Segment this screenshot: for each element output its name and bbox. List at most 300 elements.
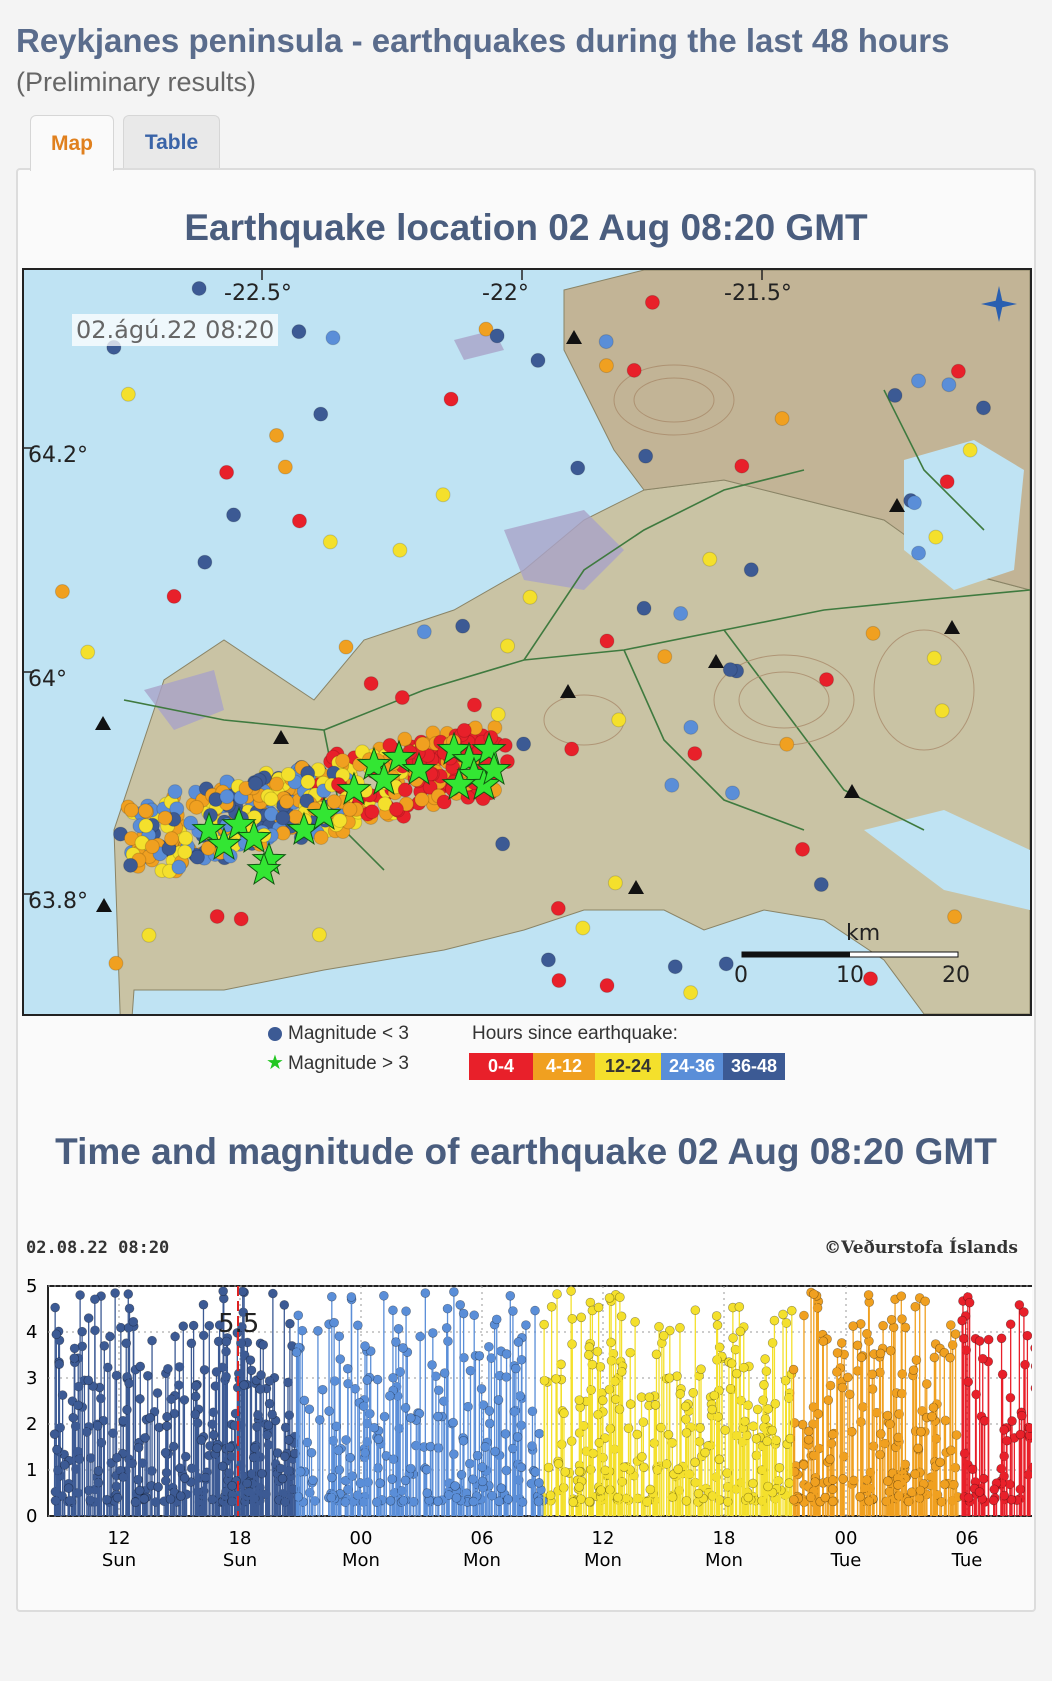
quake-marker [626, 1348, 635, 1357]
quake-marker [491, 1447, 500, 1456]
quake-marker [82, 1427, 91, 1436]
quake-marker [764, 1404, 773, 1413]
quake-marker [652, 1350, 661, 1359]
quake-marker [883, 1411, 892, 1420]
quake-marker [143, 1371, 152, 1380]
quake-marker [775, 1463, 784, 1472]
quake-marker [76, 1291, 85, 1300]
page-subtitle: (Preliminary results) [16, 67, 257, 97]
quake-marker [664, 1430, 673, 1439]
quake-marker [646, 1485, 655, 1494]
quake-marker [789, 1365, 798, 1374]
quake-dot [109, 956, 123, 970]
quake-dot [389, 802, 403, 816]
quake-marker [990, 1485, 999, 1494]
quake-dot [281, 767, 295, 781]
quake-marker [838, 1383, 847, 1392]
quake-dot [248, 777, 262, 791]
quake-marker [307, 1448, 316, 1457]
quake-marker [1017, 1411, 1026, 1420]
lon-label-1: -22.5° [224, 281, 292, 306]
quake-marker [464, 1402, 473, 1411]
quake-marker [205, 1321, 214, 1330]
map-timestamp: 02.ágú.22 08:20 [72, 314, 278, 346]
quake-marker [876, 1349, 885, 1358]
quake-marker [727, 1359, 736, 1368]
map-title: Earthquake location 02 Aug 08:20 GMT [184, 207, 868, 248]
quake-dot [190, 850, 204, 864]
quake-marker [449, 1287, 458, 1296]
x-tick-hour: 18 [712, 1528, 736, 1549]
quake-marker [379, 1291, 388, 1300]
quake-marker [708, 1405, 717, 1414]
quake-marker [606, 1424, 615, 1433]
quake-marker [265, 1399, 274, 1408]
quake-dot [719, 957, 733, 971]
quake-marker [189, 1321, 198, 1330]
quake-marker [443, 1304, 452, 1313]
quake-marker [845, 1390, 854, 1399]
quake-dot [501, 639, 515, 653]
quake-dot [929, 530, 943, 544]
quake-marker [617, 1367, 626, 1376]
quake-marker [162, 1421, 171, 1430]
quake-marker [278, 1474, 287, 1483]
quake-marker [710, 1391, 719, 1400]
quake-dot [270, 428, 284, 442]
quake-marker [715, 1455, 724, 1464]
quake-marker [975, 1336, 984, 1345]
quake-dot [775, 411, 789, 425]
quake-marker [122, 1405, 131, 1414]
quake-marker [281, 1423, 290, 1432]
quake-dot [165, 832, 179, 846]
tab-table[interactable]: Table [123, 115, 220, 169]
quake-marker [1021, 1360, 1030, 1369]
quake-marker [849, 1322, 858, 1331]
quake-marker [744, 1493, 753, 1502]
quake-marker [764, 1482, 773, 1491]
quake-marker [300, 1396, 309, 1405]
quake-marker [511, 1364, 520, 1373]
quake-marker [804, 1435, 813, 1444]
tab-map[interactable]: Map [30, 115, 114, 171]
quake-dot [457, 723, 471, 737]
quake-dot [600, 979, 614, 993]
quake-marker [1016, 1430, 1025, 1439]
quake-dot [339, 640, 353, 654]
hours-bin-24-36: 24-36 [661, 1053, 723, 1080]
quake-marker [596, 1486, 605, 1495]
quake-dot [415, 793, 429, 807]
quake-marker [568, 1314, 577, 1323]
quake-marker [697, 1365, 706, 1374]
quake-dot [139, 819, 153, 833]
quake-dot [668, 960, 682, 974]
quake-dot [942, 378, 956, 392]
quake-marker [980, 1416, 989, 1425]
quake-marker [589, 1449, 598, 1458]
quake-marker [90, 1295, 99, 1304]
quake-marker [171, 1332, 180, 1341]
quake-marker [401, 1476, 410, 1485]
quake-marker [181, 1452, 190, 1461]
quake-marker [748, 1479, 757, 1488]
quake-marker [84, 1314, 93, 1323]
quake-marker [163, 1364, 172, 1373]
quake-dot [139, 804, 153, 818]
quake-marker [701, 1448, 710, 1457]
quake-marker [596, 1362, 605, 1371]
quake-dot [948, 910, 962, 924]
quake-dot [343, 802, 357, 816]
quake-marker [426, 1442, 435, 1451]
star-icon: ★ [266, 1052, 284, 1074]
quake-marker [676, 1389, 685, 1398]
quake-dot [912, 546, 926, 560]
quake-marker [296, 1467, 305, 1476]
quake-dot [365, 805, 379, 819]
quake-marker [853, 1341, 862, 1350]
quake-dot [234, 912, 248, 926]
quake-marker [334, 1446, 343, 1455]
quake-marker [516, 1391, 525, 1400]
quake-marker [740, 1417, 749, 1426]
quake-dot [280, 795, 294, 809]
quake-marker [828, 1497, 837, 1506]
quake-marker [575, 1482, 584, 1491]
quake-dot [684, 986, 698, 1000]
quake-dot [608, 876, 622, 890]
quake-marker [140, 1494, 149, 1503]
quake-dot [276, 811, 290, 825]
quake-marker [518, 1498, 527, 1507]
quake-marker [191, 1392, 200, 1401]
x-tick-hour: 06 [470, 1528, 494, 1549]
quake-marker [959, 1334, 968, 1343]
x-tick-day: Sun [222, 1550, 258, 1571]
quake-dot [395, 691, 409, 705]
timeseries-date: 02.08.22 08:20 [26, 1238, 170, 1258]
quake-marker [136, 1362, 145, 1371]
x-tick-hour: 12 [591, 1528, 615, 1549]
quake-marker [584, 1350, 593, 1359]
quake-marker [135, 1394, 144, 1403]
quake-marker [111, 1289, 120, 1298]
x-tick-hour: 00 [349, 1528, 373, 1549]
quake-dot [645, 295, 659, 309]
quake-marker [620, 1463, 629, 1472]
quake-dot [314, 407, 328, 421]
quake-marker [585, 1497, 594, 1506]
quake-marker [353, 1321, 362, 1330]
x-tick-hour: 00 [834, 1528, 858, 1549]
quake-marker [1025, 1424, 1032, 1433]
quake-dot [145, 840, 159, 854]
quake-dot [912, 374, 926, 388]
quake-marker [744, 1401, 753, 1410]
quake-marker [615, 1293, 624, 1302]
quake-dot [599, 359, 613, 373]
quake-dot [398, 783, 412, 797]
y-tick-label: 2 [26, 1414, 38, 1435]
quake-dot [688, 747, 702, 761]
x-tick-day: Sun [101, 1550, 137, 1571]
scale-tick-20: 20 [942, 963, 970, 988]
quake-marker [416, 1332, 425, 1341]
quake-dot [467, 698, 481, 712]
quake-marker [531, 1306, 540, 1315]
quake-marker [824, 1396, 833, 1405]
quake-marker [209, 1430, 218, 1439]
quake-dot [565, 742, 579, 756]
quake-marker [141, 1433, 150, 1442]
quake-marker [813, 1303, 822, 1312]
quake-marker [929, 1403, 938, 1412]
quake-marker [809, 1290, 818, 1299]
quake-dot [531, 353, 545, 367]
quake-marker [478, 1477, 487, 1486]
quake-marker [984, 1335, 993, 1344]
quake-dot [674, 607, 688, 621]
quake-marker [228, 1481, 237, 1490]
quake-marker [313, 1326, 322, 1335]
lat-label-1: 64.2° [28, 443, 88, 468]
quake-marker [1006, 1320, 1015, 1329]
quake-marker [125, 1379, 134, 1388]
quake-dot [612, 713, 626, 727]
x-tick-day: Tue [830, 1550, 862, 1571]
quake-marker [696, 1423, 705, 1432]
quake-marker [494, 1395, 503, 1404]
quake-marker [546, 1491, 555, 1500]
quake-marker [622, 1494, 631, 1503]
quake-marker [473, 1451, 482, 1460]
circle-icon [268, 1027, 282, 1041]
quake-marker [336, 1355, 345, 1364]
quake-marker [153, 1388, 162, 1397]
hours-bin-0-4: 0-4 [469, 1053, 533, 1080]
hours-bin-4-12: 4-12 [533, 1053, 595, 1080]
quake-dot [600, 634, 614, 648]
quake-marker [916, 1486, 925, 1495]
quake-dot [210, 909, 224, 923]
quake-marker [879, 1321, 888, 1330]
quake-marker [70, 1344, 79, 1353]
quake-marker [148, 1336, 157, 1345]
quake-dot [278, 460, 292, 474]
quake-marker [433, 1497, 442, 1506]
quake-marker [433, 1412, 442, 1421]
quake-marker [100, 1341, 109, 1350]
quake-marker [839, 1474, 848, 1483]
quake-dot [333, 813, 347, 827]
quake-marker [759, 1396, 768, 1405]
quake-marker [502, 1350, 511, 1359]
quake-marker [315, 1415, 324, 1424]
quake-dot [820, 673, 834, 687]
quake-marker [484, 1342, 493, 1351]
quake-marker [459, 1436, 468, 1445]
x-tick-day: Mon [584, 1550, 622, 1571]
quake-marker [386, 1496, 395, 1505]
quake-marker [247, 1366, 256, 1375]
quake-marker [169, 1442, 178, 1451]
quake-marker [949, 1480, 958, 1489]
quake-marker [179, 1322, 188, 1331]
quake-marker [294, 1311, 303, 1320]
quake-marker [901, 1323, 910, 1332]
quake-marker [521, 1321, 530, 1330]
quake-marker [691, 1306, 700, 1315]
quake-dot [814, 878, 828, 892]
quake-marker [318, 1385, 327, 1394]
quake-dot [292, 514, 306, 528]
quake-marker [388, 1475, 397, 1484]
quake-marker [112, 1453, 121, 1462]
quake-dot [795, 842, 809, 856]
quake-marker [897, 1292, 906, 1301]
quake-marker [694, 1489, 703, 1498]
quake-marker [914, 1444, 923, 1453]
quake-marker [721, 1426, 730, 1435]
quake-marker [789, 1495, 798, 1504]
quake-marker [575, 1396, 584, 1405]
quake-marker [342, 1435, 351, 1444]
quake-marker [799, 1311, 808, 1320]
quake-marker [639, 1418, 648, 1427]
quake-dot [393, 543, 407, 557]
quake-marker [561, 1467, 570, 1476]
quake-dot [490, 329, 504, 343]
quake-dot [491, 707, 505, 721]
x-tick-hour: 06 [955, 1528, 979, 1549]
quake-marker [712, 1311, 721, 1320]
quake-marker [451, 1481, 460, 1490]
quake-marker [922, 1379, 931, 1388]
quake-dot [323, 535, 337, 549]
quake-marker [997, 1334, 1006, 1343]
quake-marker [843, 1373, 852, 1382]
quake-marker [257, 1371, 266, 1380]
legend-magnitude-small: Magnitude < 3 [268, 1023, 409, 1045]
map-canvas [24, 270, 1030, 1014]
quake-marker [125, 1304, 134, 1313]
quake-marker [770, 1316, 779, 1325]
scale-unit: km [846, 921, 881, 946]
quake-marker [510, 1407, 519, 1416]
quake-marker [837, 1338, 846, 1347]
quake-marker [298, 1326, 307, 1335]
quake-marker [762, 1367, 771, 1376]
quake-marker [752, 1434, 761, 1443]
quake-marker [689, 1388, 698, 1397]
quake-marker [180, 1474, 189, 1483]
quake-marker [376, 1479, 385, 1488]
x-tick-day: Tue [951, 1550, 983, 1571]
quake-marker [674, 1465, 683, 1474]
quake-marker [864, 1290, 873, 1299]
quake-dot [292, 325, 306, 339]
quake-marker [398, 1343, 407, 1352]
quake-marker [506, 1291, 515, 1300]
quake-marker [284, 1435, 293, 1444]
quake-marker [285, 1319, 294, 1328]
quake-marker [586, 1298, 595, 1307]
timeseries-chart[interactable] [22, 1232, 1032, 1592]
page-title: Reykjanes peninsula - earthquakes during the last 48 hours [16, 22, 950, 59]
quake-marker [470, 1311, 479, 1320]
quake-marker [335, 1332, 344, 1341]
quake-marker [856, 1492, 865, 1501]
quake-marker [626, 1400, 635, 1409]
quake-marker [135, 1486, 144, 1495]
quake-dot [416, 737, 430, 751]
quake-dot [312, 928, 326, 942]
hours-color-scale [469, 1053, 785, 1080]
quake-dot [314, 830, 328, 844]
quake-dot [121, 387, 135, 401]
quake-marker [347, 1292, 356, 1301]
y-tick-label: 3 [26, 1368, 38, 1389]
quake-marker [440, 1369, 449, 1378]
quake-dot [627, 363, 641, 377]
quake-marker [428, 1360, 437, 1369]
quake-marker [804, 1427, 813, 1436]
quake-marker [958, 1316, 967, 1325]
quake-marker [406, 1413, 415, 1422]
quake-marker [975, 1488, 984, 1497]
quake-marker [134, 1443, 143, 1452]
quake-dot [167, 589, 181, 603]
quake-marker [52, 1445, 61, 1454]
quake-dot [703, 552, 717, 566]
quake-marker [753, 1405, 762, 1414]
quake-marker [131, 1498, 140, 1507]
quake-marker [826, 1455, 835, 1464]
quake-marker [989, 1496, 998, 1505]
quake-marker [811, 1478, 820, 1487]
quake-marker [554, 1459, 563, 1468]
quake-dot [55, 585, 69, 599]
quake-marker [799, 1460, 808, 1469]
quake-marker [238, 1287, 247, 1296]
y-tick-label: 5 [26, 1276, 38, 1297]
quake-marker [569, 1498, 578, 1507]
quake-marker [547, 1302, 556, 1311]
quake-marker [713, 1321, 722, 1330]
quake-dot [571, 461, 585, 475]
quake-marker [175, 1362, 184, 1371]
quake-marker [280, 1300, 289, 1309]
quake-marker [176, 1492, 185, 1501]
quake-dot [198, 555, 212, 569]
x-tick-day: Mon [342, 1550, 380, 1571]
quake-dot [639, 449, 653, 463]
earthquake-map[interactable] [22, 268, 1032, 1016]
quake-dot [599, 335, 613, 349]
quake-marker [475, 1351, 484, 1360]
quake-marker [593, 1347, 602, 1356]
quake-marker [330, 1318, 339, 1327]
quake-marker [113, 1493, 122, 1502]
quake-marker [731, 1345, 740, 1354]
x-tick-hour: 18 [228, 1528, 252, 1549]
quake-marker [394, 1324, 403, 1333]
quake-marker [909, 1366, 918, 1375]
quake-marker [544, 1463, 553, 1472]
quake-marker [197, 1436, 206, 1445]
